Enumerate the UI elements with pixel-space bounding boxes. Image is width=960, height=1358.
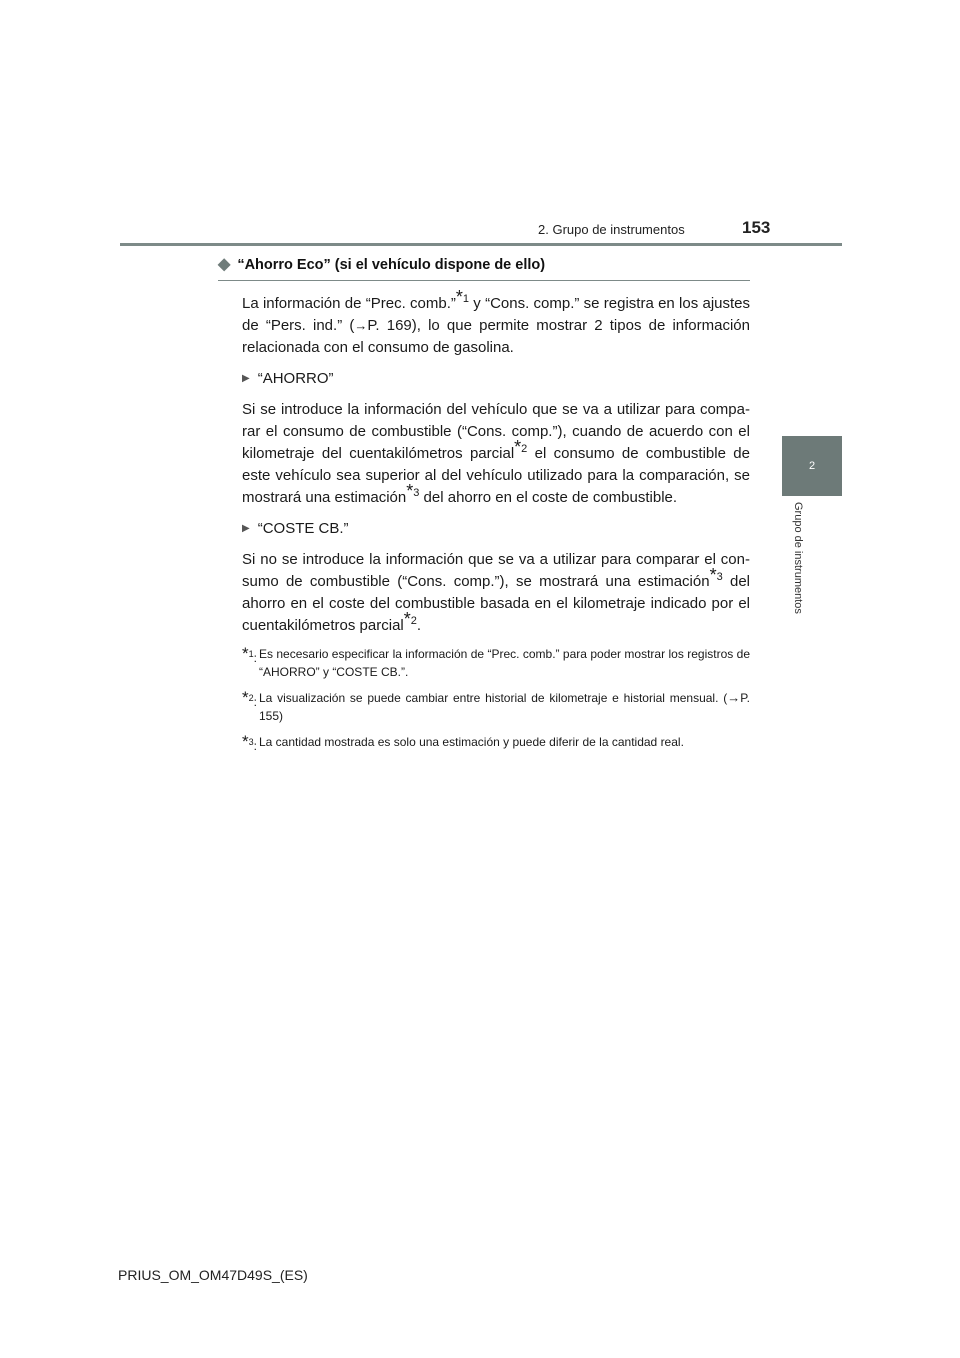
arrow-right-icon: →: [727, 690, 741, 705]
footnote-ref: 2: [410, 615, 417, 627]
footnote-ref: 1: [462, 293, 470, 305]
footnote-text: La cantidad mostrada es solo una estimación y puede diferir de la cantidad real.: [258, 735, 684, 749]
footnote-marker: *$^3$:: [242, 732, 257, 753]
item-label: “AHORRO”: [257, 370, 334, 387]
coste-text-a: Si no se introduce la información que se va a utilizar para comparar el consumo de combustible (“Cons. comp.”), se mostrará una estimación: [242, 551, 750, 590]
ahorro-text-a: Si se introduce la información del vehículo que se va a utilizar para comparar el consumo de combustible (“Cons. comp.”), cuando de acuerdo con el kilometraje del cuentakilómetros parcial: [242, 401, 750, 462]
footnote-ref: 3: [413, 487, 420, 499]
ahorro-text-b: el consumo de combustible de este vehículo sea superior al del vehículo utilizado para la comparación, se mostrará una estimación: [242, 445, 750, 506]
item-heading-coste: [242, 518, 750, 540]
ahorro-text-c: del ahorro en el coste de combustible.: [419, 489, 678, 506]
footnote-asterisk: *: [455, 287, 463, 307]
footnote-asterisk: *: [403, 609, 411, 629]
footnote-marker: *$^2$:: [242, 688, 257, 709]
chapter-tab-number: 2: [808, 460, 816, 472]
footnote-text: La visualización se puede cambiar entre historial de kilometraje e historial mensual. (→P. 155): [258, 690, 750, 723]
footnote-text: Es necesario especificar la información de “Prec. comb.” para poder mostrar los registros de “AHORRO” y “COSTE CB.”.: [258, 647, 750, 679]
triangle-bullet-icon: ▶: [242, 523, 250, 534]
ahorro-paragraph: [242, 399, 750, 509]
intro-text-a: La información de “Prec. comb.”: [242, 295, 456, 312]
section-heading-rule: [218, 280, 750, 281]
chapter-side-label: Grupo de instrumentos: [792, 502, 804, 614]
running-header-section: 2. Grupo de instrumentos: [538, 222, 685, 237]
section-heading-text: “Ahorro Eco” (si el vehículo dispone de ello): [237, 257, 546, 273]
footnote-1: [242, 645, 750, 681]
section-heading: [218, 252, 750, 278]
footnote-marker: *$^1$:: [242, 644, 257, 665]
triangle-bullet-icon: ▶: [242, 373, 250, 384]
intro-text-b: y “Cons. comp.” se registra en los ajustes de “Pers. ind.” (: [242, 295, 751, 334]
item-heading-ahorro: [242, 368, 750, 390]
main-content: [218, 252, 750, 755]
chapter-tab: [782, 436, 842, 496]
coste-text-b: del ahorro en el coste del combustible basada en el kilometraje indicado por el cuentakilómetros parcial: [242, 573, 750, 634]
footnote-3: [242, 733, 750, 755]
intro-text-c: P. 169), lo que permite mostrar 2 tipos de información relacionada con el consumo de gasolina.: [242, 317, 750, 356]
coste-paragraph: [242, 549, 750, 637]
section-body: [242, 287, 751, 755]
footnote-ref: 3: [716, 571, 723, 583]
item-label: “COSTE CB.”: [257, 520, 349, 537]
footnote-asterisk: *: [709, 565, 717, 585]
diamond-bullet-icon: ◆: [218, 256, 231, 273]
footnote-asterisk: *: [514, 437, 522, 457]
intro-paragraph: [242, 287, 751, 359]
footnote-2: [242, 689, 750, 725]
footnote-asterisk: *: [406, 481, 414, 501]
footnote-ref: 2: [521, 443, 528, 455]
page-number: 153: [742, 218, 771, 237]
arrow-right-icon: →: [354, 318, 368, 333]
coste-text-c: .: [416, 617, 422, 634]
header-rule: [120, 243, 842, 246]
document-code: PRIUS_OM_OM47D49S_(ES): [118, 1267, 308, 1283]
